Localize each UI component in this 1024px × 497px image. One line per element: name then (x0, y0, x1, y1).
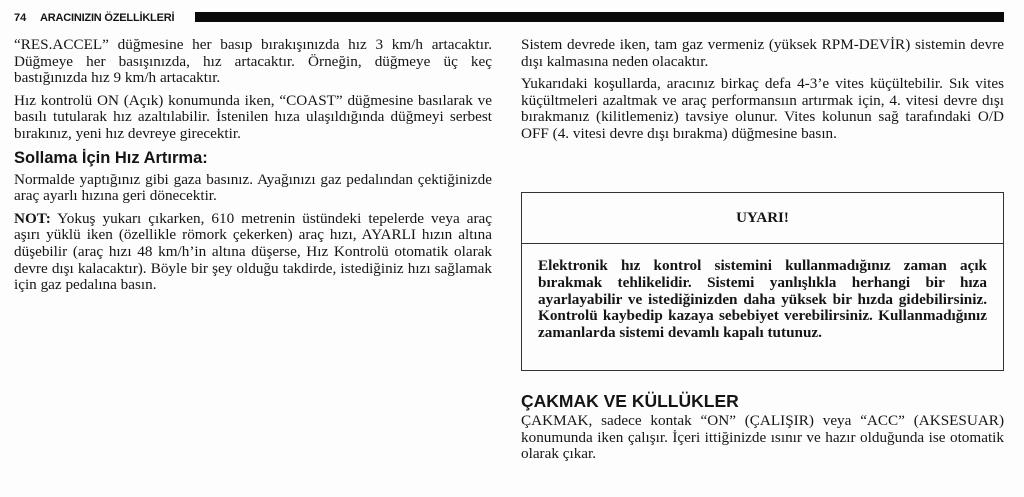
section-title: ARACINIZIN ÖZELLİKLERİ (40, 12, 175, 24)
warning-box (521, 192, 1004, 371)
paragraph-full-throttle: Sistem devrede iken, tam gaz vermeniz (yüksek RPM-DEVİR) sistemin devre dışı kalmasına neden olacaktır. (521, 36, 1004, 70)
note-label: NOT: (14, 209, 51, 227)
lighter-text: ÇAKMAK, sadece kontak “ON” (ÇALIŞIR) veya “ACC” (AKSESUAR) konumunda iken çalışır. İçeri ittiğinizde ısınır ve hazır olduğunda ise otomatik olarak çıkar. (521, 412, 1004, 463)
page-number: 74 (14, 12, 27, 24)
page-header (14, 11, 174, 25)
warning-title: UYARI! (522, 193, 1003, 244)
note-text: Yokuş yukarı çıkarken, 610 metrenin üstündeki tepelerde veya araç aşırı yüklü iken (özellikle römork çekerken) araç hızı, AYARLI hızın altına düşebilir (araç hızı 48 km/h’in altına düşerse, Hız Kontrolü otomatik olarak devre dışı kalacaktır). Böyle bir şey olduğu takdirde, istediğiniz hızı sağlamak için gaz pedalına basın. (14, 209, 492, 294)
paragraph-res-accel: “RES.ACCEL” düğmesine her basıp bırakışınızda hız 3 km/h artacaktır. Düğmeye her basışınızda, hız artacaktır. Örneğin, düğmeye üç keç bastığınızda hız 9 km/h artacaktır. (14, 36, 492, 87)
header-rule-bar (195, 12, 1004, 22)
paragraph-downshift: Yukarıdaki koşullarda, aracınız birkaç defa 4-3’e vites küçültebilir. Sık vites küçültmeleri azaltmak ve araç performansıın artırmak için, 4. vitesi devre dışı bırakmanız (kilitlemeniz) tavsiye olunur. Vites kolunun sağ tarafındaki O/D OFF (4. vitesi devre dışı bırakma) düğmesine basın. (521, 75, 1004, 142)
paragraph-coast: Hız kontrolü ON (Açık) konumunda iken, “COAST” düğmesine basılarak ve basılı tutularak hız azaltılabilir. İstenilen hıza ulaşıldığında düğmeyi serbest bırakınız, yeni hız devreye girecektir. (14, 91, 492, 142)
left-column (14, 37, 492, 300)
right-column (521, 37, 1004, 149)
warning-body: Elektronik hız kontrol sistemini kullanmadığınız zaman açık bırakmak tehlikelidir. Sistemi yanlışlıkla herhangi bir hıza ayarlayabilir ve istediğinizden daha yüksek bir hızda gidebilirsiniz. Kontrolü kaybedip kazaya sebebiyet verebilirsiniz. Kullanmadığınız zamanlarda sistemi devamlı kapalı tutunuz. (538, 257, 987, 342)
paragraph-overtaking: Normalde yaptığınız gibi gaza basınız. Ayağınızı gaz pedalından çektiğinizde araç ayarlı hızına geri dönecektir. (14, 170, 492, 205)
note-paragraph (14, 211, 492, 294)
lighter-ashtray-section (521, 391, 1004, 463)
subheading-overtaking: Sollama İçin Hız Artırma: (14, 148, 208, 167)
lighter-heading: ÇAKMAK VE KÜLLÜKLER (521, 391, 739, 411)
